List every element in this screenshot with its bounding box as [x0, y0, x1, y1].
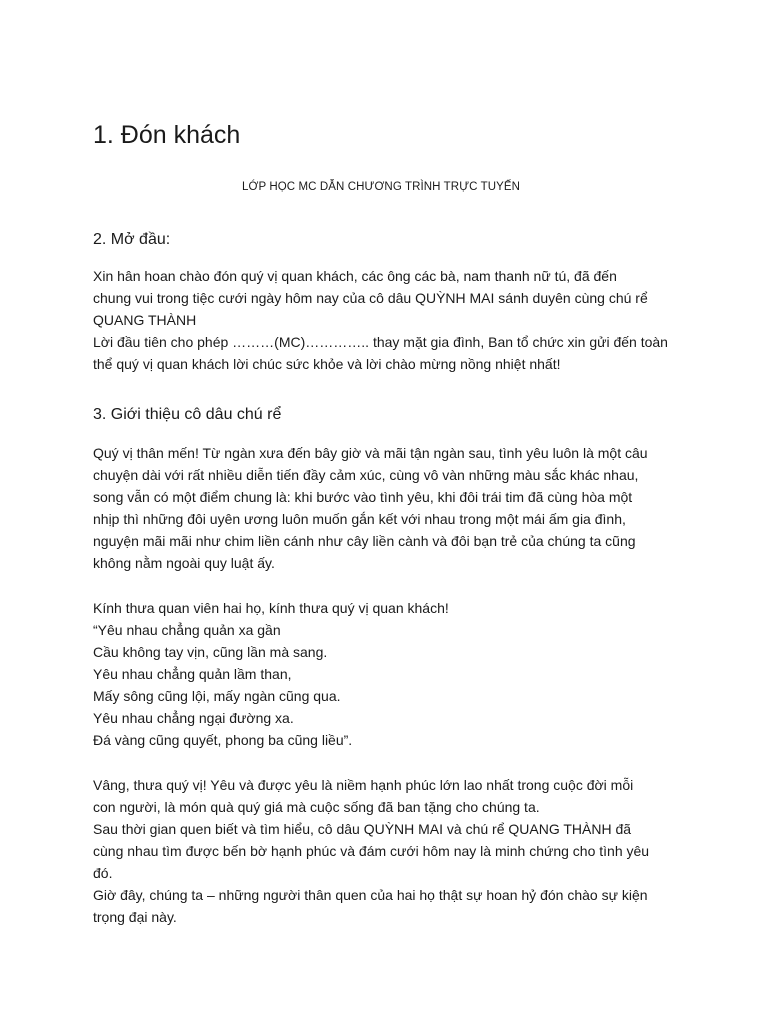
poem-line: Cầu không tay vịn, cũng lần mà sang. — [93, 644, 328, 660]
paragraph-mo-dau — [93, 265, 683, 375]
poem-line: Yêu nhau chẳng ngại đường xa. — [93, 710, 294, 726]
paragraph-line: Vâng, thưa quý vị! Yêu và được yêu là niềm hạnh phúc lớn lao nhất trong cuộc đời mỗi — [93, 777, 634, 793]
section-heading-gioi-thieu: 3. Giới thiệu cô dâu chú rể — [93, 406, 282, 423]
poem-line: Đá vàng cũng quyết, phong ba cũng liều”. — [93, 732, 353, 748]
paragraph-line: QUANG THÀNH — [93, 312, 197, 328]
paragraph-gioi-thieu-3 — [93, 774, 683, 928]
paragraph-line: không nằm ngoài quy luật ấy. — [93, 555, 275, 571]
paragraph-line: Sau thời gian quen biết và tìm hiểu, cô dâu QUỲNH MAI và chú rể QUANG THÀNH đã — [93, 821, 632, 837]
paragraph-line: con người, là món quà quý giá mà cuộc sống đã ban tặng cho chúng ta. — [93, 799, 540, 815]
paragraph-line: Xin hân hoan chào đón quý vị quan khách, các ông các bà, nam thanh nữ tú, đã đến — [93, 268, 617, 284]
paragraph-line: Quý vị thân mến! Từ ngàn xưa đến bây giờ và mãi tận ngàn sau, tình yêu luôn là một câu — [93, 445, 648, 461]
section-heading-mo-dau: 2. Mở đầu: — [93, 231, 171, 248]
paragraph-line: trọng đại này. — [93, 909, 177, 925]
poem-line: Kính thưa quan viên hai họ, kính thưa quý vị quan khách! — [93, 600, 449, 616]
paragraph-line: chung vui trong tiệc cưới ngày hôm nay của cô dâu QUỲNH MAI sánh duyên cùng chú rể — [93, 290, 648, 306]
paragraph-line: chuyện dài với rất nhiều diễn tiến đầy cảm xúc, cùng vô vàn những màu sắc khác nhau, — [93, 467, 639, 483]
document-title: 1. Đón khách — [93, 121, 241, 149]
paragraph-line: cùng nhau tìm được bến bờ hạnh phúc và đám cưới hôm nay là minh chứng cho tình yêu — [93, 843, 650, 859]
paragraph-line: thể quý vị quan khách lời chúc sức khỏe và lời chào mừng nồng nhiệt nhất! — [93, 356, 561, 372]
poem-line: Mấy sông cũng lội, mấy ngàn cũng qua. — [93, 688, 341, 704]
document-subtitle: LỚP HỌC MC DẪN CHƯƠNG TRÌNH TRỰC TUYẾN — [242, 181, 521, 193]
paragraph-line: nguyện mãi mãi như chim liền cánh như cây liền cành và đôi bạn trẻ của chúng ta cũng — [93, 533, 636, 549]
poem-block — [93, 597, 683, 751]
paragraph-gioi-thieu-1 — [93, 442, 683, 574]
paragraph-line: nhịp thì những đôi uyên ương luôn muốn gắn kết với nhau trong một mái ấm gia đình, — [93, 511, 626, 527]
poem-line: “Yêu nhau chẳng quản xa gần — [93, 622, 281, 638]
paragraph-line: song vẫn có một điểm chung là: khi bước vào tình yêu, khi đôi trái tim đã cùng hòa một — [93, 489, 633, 505]
poem-line: Yêu nhau chẳng quản lầm than, — [93, 666, 292, 682]
paragraph-line: Giờ đây, chúng ta – những người thân quen của hai họ thật sự hoan hỷ đón chào sự kiện — [93, 887, 648, 903]
paragraph-line: đó. — [93, 865, 113, 881]
paragraph-line: Lời đầu tiên cho phép ………(MC)………….. thay mặt gia đình, Ban tổ chức xin gửi đến toàn — [93, 334, 668, 350]
